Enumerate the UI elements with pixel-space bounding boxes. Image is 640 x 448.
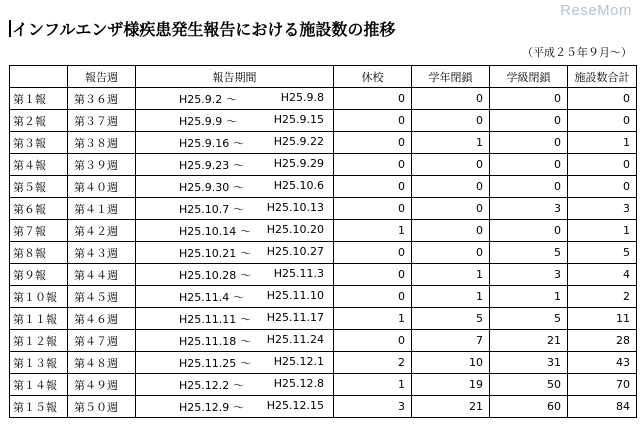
- total-cell: 84: [568, 396, 637, 418]
- period-separator: ～: [233, 158, 245, 172]
- kyuko-cell: 0: [334, 88, 412, 110]
- week-cell: 第４０週: [68, 176, 136, 198]
- gakunen-cell: 5: [412, 308, 490, 330]
- gakunen-cell: 0: [412, 154, 490, 176]
- title-bar-mark: [9, 20, 11, 37]
- gakunen-cell: 1: [412, 286, 490, 308]
- kyuko-cell: 2: [334, 352, 412, 374]
- period-cell: [136, 286, 334, 308]
- header-period: 報告期間: [136, 66, 334, 88]
- gakkyu-cell: 5: [490, 242, 568, 264]
- total-cell: 43: [568, 352, 637, 374]
- period-separator: ～: [233, 290, 245, 304]
- period-cell: [136, 198, 334, 220]
- total-cell: 0: [568, 110, 637, 132]
- gakkyu-cell: 5: [490, 308, 568, 330]
- period-from: H25.9.16: [179, 136, 230, 150]
- period-to: H25.11.3: [273, 266, 324, 280]
- gakkyu-cell: 0: [490, 110, 568, 132]
- kyuko-cell: 1: [334, 308, 412, 330]
- total-cell: 4: [568, 264, 637, 286]
- kyuko-cell: 1: [334, 220, 412, 242]
- period-cell: [136, 242, 334, 264]
- period-separator: ～: [233, 378, 245, 392]
- table-header-row: [10, 66, 637, 88]
- gakunen-cell: 0: [412, 176, 490, 198]
- period-from: H25.10.21: [179, 246, 237, 260]
- gakunen-cell: 10: [412, 352, 490, 374]
- table-row: [10, 352, 637, 374]
- report-cell: 第１報: [10, 88, 68, 110]
- report-cell: 第８報: [10, 242, 68, 264]
- period-separator: ～: [233, 136, 245, 150]
- table-row: [10, 88, 637, 110]
- header-gakkyu: 学級閉鎖: [490, 66, 568, 88]
- week-cell: 第４７週: [68, 330, 136, 352]
- week-cell: 第３９週: [68, 154, 136, 176]
- period-from: H25.10.7: [179, 202, 230, 216]
- gakkyu-cell: 50: [490, 374, 568, 396]
- period-cell: [136, 176, 334, 198]
- period-to: H25.9.22: [273, 134, 324, 148]
- period-to: H25.12.1: [273, 354, 324, 368]
- total-cell: 0: [568, 88, 637, 110]
- period-to: H25.10.6: [273, 178, 324, 192]
- report-cell: 第１３報: [10, 352, 68, 374]
- period-separator: ～: [240, 268, 252, 282]
- table-row: [10, 374, 637, 396]
- period-separator: ～: [240, 356, 252, 370]
- total-cell: 2: [568, 286, 637, 308]
- period-from: H25.11.4: [179, 290, 230, 304]
- kyuko-cell: 0: [334, 176, 412, 198]
- report-cell: 第３報: [10, 132, 68, 154]
- header-gakunen: 学年閉鎖: [412, 66, 490, 88]
- week-cell: 第５０週: [68, 396, 136, 418]
- period-cell: [136, 220, 334, 242]
- period-cell: [136, 264, 334, 286]
- kyuko-cell: 0: [334, 154, 412, 176]
- report-cell: 第２報: [10, 110, 68, 132]
- week-cell: 第４３週: [68, 242, 136, 264]
- gakunen-cell: 0: [412, 198, 490, 220]
- gakunen-cell: 0: [412, 88, 490, 110]
- date-range-note: （平成２５年９月～）: [522, 46, 632, 59]
- facility-count-table: [9, 65, 637, 418]
- period-separator: ～: [240, 312, 252, 326]
- week-cell: 第４８週: [68, 352, 136, 374]
- table-row: [10, 396, 637, 418]
- week-cell: 第３６週: [68, 88, 136, 110]
- gakkyu-cell: 3: [490, 198, 568, 220]
- gakkyu-cell: 21: [490, 330, 568, 352]
- report-cell: 第１２報: [10, 330, 68, 352]
- header-total: 施設数合計: [568, 66, 637, 88]
- period-to: H25.9.15: [273, 112, 324, 126]
- total-cell: 1: [568, 132, 637, 154]
- period-to: H25.12.15: [266, 398, 324, 412]
- period-from: H25.10.28: [179, 268, 237, 282]
- header-report: [10, 66, 68, 88]
- gakkyu-cell: 3: [490, 264, 568, 286]
- gakunen-cell: 1: [412, 264, 490, 286]
- header-week: 報告週: [68, 66, 136, 88]
- period-from: H25.11.18: [179, 334, 237, 348]
- report-cell: 第１０報: [10, 286, 68, 308]
- table-row: [10, 308, 637, 330]
- period-separator: ～: [233, 180, 245, 194]
- gakunen-cell: 0: [412, 242, 490, 264]
- gakunen-cell: 1: [412, 132, 490, 154]
- week-cell: 第４９週: [68, 374, 136, 396]
- gakkyu-cell: 31: [490, 352, 568, 374]
- period-cell: [136, 308, 334, 330]
- period-from: H25.11.25: [179, 356, 237, 370]
- period-to: H25.9.29: [273, 156, 324, 170]
- gakkyu-cell: 0: [490, 220, 568, 242]
- gakkyu-cell: 0: [490, 154, 568, 176]
- gakkyu-cell: 0: [490, 88, 568, 110]
- gakunen-cell: 0: [412, 110, 490, 132]
- table-body: [10, 88, 637, 418]
- total-cell: 0: [568, 176, 637, 198]
- period-to: H25.12.8: [273, 376, 324, 390]
- total-cell: 70: [568, 374, 637, 396]
- table-row: [10, 220, 637, 242]
- period-cell: [136, 374, 334, 396]
- page-title: [9, 17, 395, 40]
- gakkyu-cell: 60: [490, 396, 568, 418]
- period-to: H25.10.13: [266, 200, 324, 214]
- table-row: [10, 286, 637, 308]
- period-separator: ～: [226, 114, 238, 128]
- header-kyuko: 休校: [334, 66, 412, 88]
- report-cell: 第６報: [10, 198, 68, 220]
- gakunen-cell: 0: [412, 220, 490, 242]
- period-separator: ～: [233, 400, 245, 414]
- table-row: [10, 110, 637, 132]
- week-cell: 第３７週: [68, 110, 136, 132]
- report-cell: 第７報: [10, 220, 68, 242]
- table-row: [10, 132, 637, 154]
- total-cell: 11: [568, 308, 637, 330]
- period-separator: ～: [226, 92, 238, 106]
- total-cell: 5: [568, 242, 637, 264]
- kyuko-cell: 0: [334, 242, 412, 264]
- period-separator: ～: [240, 246, 252, 260]
- week-cell: 第４６週: [68, 308, 136, 330]
- gakunen-cell: 19: [412, 374, 490, 396]
- period-cell: [136, 396, 334, 418]
- period-to: H25.11.24: [266, 332, 324, 346]
- table-row: [10, 176, 637, 198]
- kyuko-cell: 0: [334, 198, 412, 220]
- total-cell: 3: [568, 198, 637, 220]
- period-cell: [136, 110, 334, 132]
- total-cell: 28: [568, 330, 637, 352]
- period-to: H25.11.10: [266, 288, 324, 302]
- report-cell: 第５報: [10, 176, 68, 198]
- total-cell: 1: [568, 220, 637, 242]
- period-to: H25.10.27: [266, 244, 324, 258]
- report-cell: 第９報: [10, 264, 68, 286]
- report-cell: 第１１報: [10, 308, 68, 330]
- report-cell: 第４報: [10, 154, 68, 176]
- period-to: H25.10.20: [266, 222, 324, 236]
- gakkyu-cell: 0: [490, 176, 568, 198]
- period-from: H25.10.14: [179, 224, 237, 238]
- period-from: H25.9.9: [179, 114, 223, 128]
- week-cell: 第３８週: [68, 132, 136, 154]
- resemom-watermark: ReseMom: [560, 2, 632, 19]
- kyuko-cell: 0: [334, 132, 412, 154]
- table-row: [10, 242, 637, 264]
- period-to: H25.11.17: [266, 310, 324, 324]
- table-row: [10, 330, 637, 352]
- gakunen-cell: 7: [412, 330, 490, 352]
- page-title-text: インフルエンザ様疾患発生報告における施設数の推移: [12, 20, 396, 39]
- period-cell: [136, 352, 334, 374]
- table-row: [10, 154, 637, 176]
- kyuko-cell: 0: [334, 286, 412, 308]
- kyuko-cell: 1: [334, 374, 412, 396]
- period-from: H25.12.2: [179, 378, 230, 392]
- kyuko-cell: 3: [334, 396, 412, 418]
- report-cell: 第１４報: [10, 374, 68, 396]
- gakkyu-cell: 0: [490, 132, 568, 154]
- total-cell: 0: [568, 154, 637, 176]
- week-cell: 第４１週: [68, 198, 136, 220]
- week-cell: 第４４週: [68, 264, 136, 286]
- period-separator: ～: [233, 202, 245, 216]
- period-from: H25.9.2: [179, 92, 223, 106]
- kyuko-cell: 0: [334, 110, 412, 132]
- week-cell: 第４５週: [68, 286, 136, 308]
- period-cell: [136, 330, 334, 352]
- gakkyu-cell: 1: [490, 286, 568, 308]
- week-cell: 第４２週: [68, 220, 136, 242]
- period-to: H25.9.8: [280, 90, 324, 104]
- period-from: H25.11.11: [179, 312, 237, 326]
- period-from: H25.9.23: [179, 158, 230, 172]
- period-from: H25.12.9: [179, 400, 230, 414]
- report-cell: 第１５報: [10, 396, 68, 418]
- kyuko-cell: 0: [334, 264, 412, 286]
- period-from: H25.9.30: [179, 180, 230, 194]
- gakunen-cell: 21: [412, 396, 490, 418]
- period-cell: [136, 132, 334, 154]
- kyuko-cell: 0: [334, 330, 412, 352]
- table-row: [10, 264, 637, 286]
- period-cell: [136, 88, 334, 110]
- period-cell: [136, 154, 334, 176]
- table-row: [10, 198, 637, 220]
- period-separator: ～: [240, 334, 252, 348]
- period-separator: ～: [240, 224, 252, 238]
